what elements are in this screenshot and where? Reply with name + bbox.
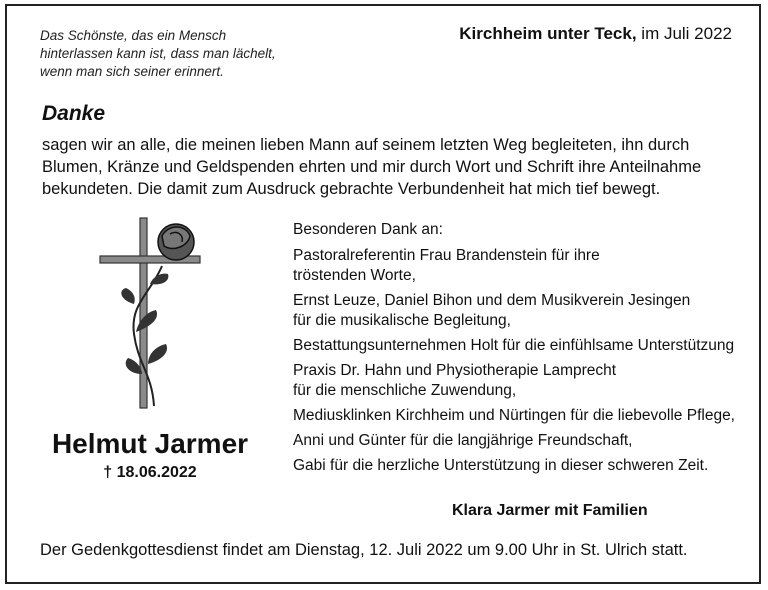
place-city: Kirchheim unter Teck, <box>459 24 637 43</box>
quote-line: hinterlassen kann ist, dass man lächelt, <box>40 46 276 61</box>
thanks-line: Praxis Dr. Hahn und Physiotherapie Lamprecht <box>293 362 617 379</box>
thanks-line: Gabi für die herzliche Unterstützung in dieser schweren Zeit. <box>293 457 709 474</box>
thanks-line: Mediusklinken Kirchheim und Nürtingen für die liebevolle Pflege, <box>293 407 735 424</box>
special-thanks-list <box>293 220 753 481</box>
thanks-item <box>293 361 753 401</box>
cross-with-rose-icon <box>90 214 220 414</box>
paragraph-line: Blumen, Kränze und Geldspenden ehrten und mir durch Wort und Schrift ihre Anteilnahme <box>42 158 702 176</box>
death-date: † 18.06.2022 <box>103 464 197 481</box>
thanks-line: für die menschliche Zuwendung, <box>293 382 517 399</box>
heading-danke: Danke <box>42 102 106 125</box>
thanks-paragraph <box>42 134 742 200</box>
deceased-name: Helmut Jarmer <box>51 428 249 459</box>
thanks-item <box>293 456 753 476</box>
paragraph-line: bekundeten. Die damit zum Ausdruck gebrachte Verbundenheit hat mich tief bewegt. <box>42 180 661 198</box>
thanks-line: Pastoralreferentin Frau Brandenstein für ihre <box>293 247 600 264</box>
thanks-item <box>293 336 753 356</box>
thanks-line: für die musikalische Begleitung, <box>293 312 511 329</box>
place-and-date <box>459 24 732 44</box>
memorial-quote <box>40 27 340 81</box>
quote-line: wenn man sich seiner erinnert. <box>40 64 224 79</box>
thanks-item <box>293 246 753 286</box>
thanks-item <box>293 406 753 426</box>
place-date: im Juli 2022 <box>636 24 732 43</box>
memorial-service-note: Der Gedenkgottesdienst findet am Dienstag, 12. Juli 2022 um 9.00 Uhr in St. Ulrich statt. <box>40 541 688 559</box>
thanks-line: Anni und Günter für die langjährige Freundschaft, <box>293 432 633 449</box>
family-signature: Klara Jarmer mit Familien <box>452 502 648 519</box>
thanks-intro: Besonderen Dank an: <box>293 221 443 238</box>
thanks-line: Bestattungsunternehmen Holt für die einfühlsame Unterstützung <box>293 337 735 354</box>
thanks-item <box>293 291 753 331</box>
thanks-line: Ernst Leuze, Daniel Bihon und dem Musikverein Jesingen <box>293 292 691 309</box>
thanks-item <box>293 431 753 451</box>
paragraph-line: sagen wir an alle, die meinen lieben Mann auf seinem letzten Weg begleiteten, ihn durch <box>42 136 690 154</box>
thanks-line: tröstenden Worte, <box>293 267 416 284</box>
quote-line: Das Schönste, das ein Mensch <box>40 28 227 43</box>
